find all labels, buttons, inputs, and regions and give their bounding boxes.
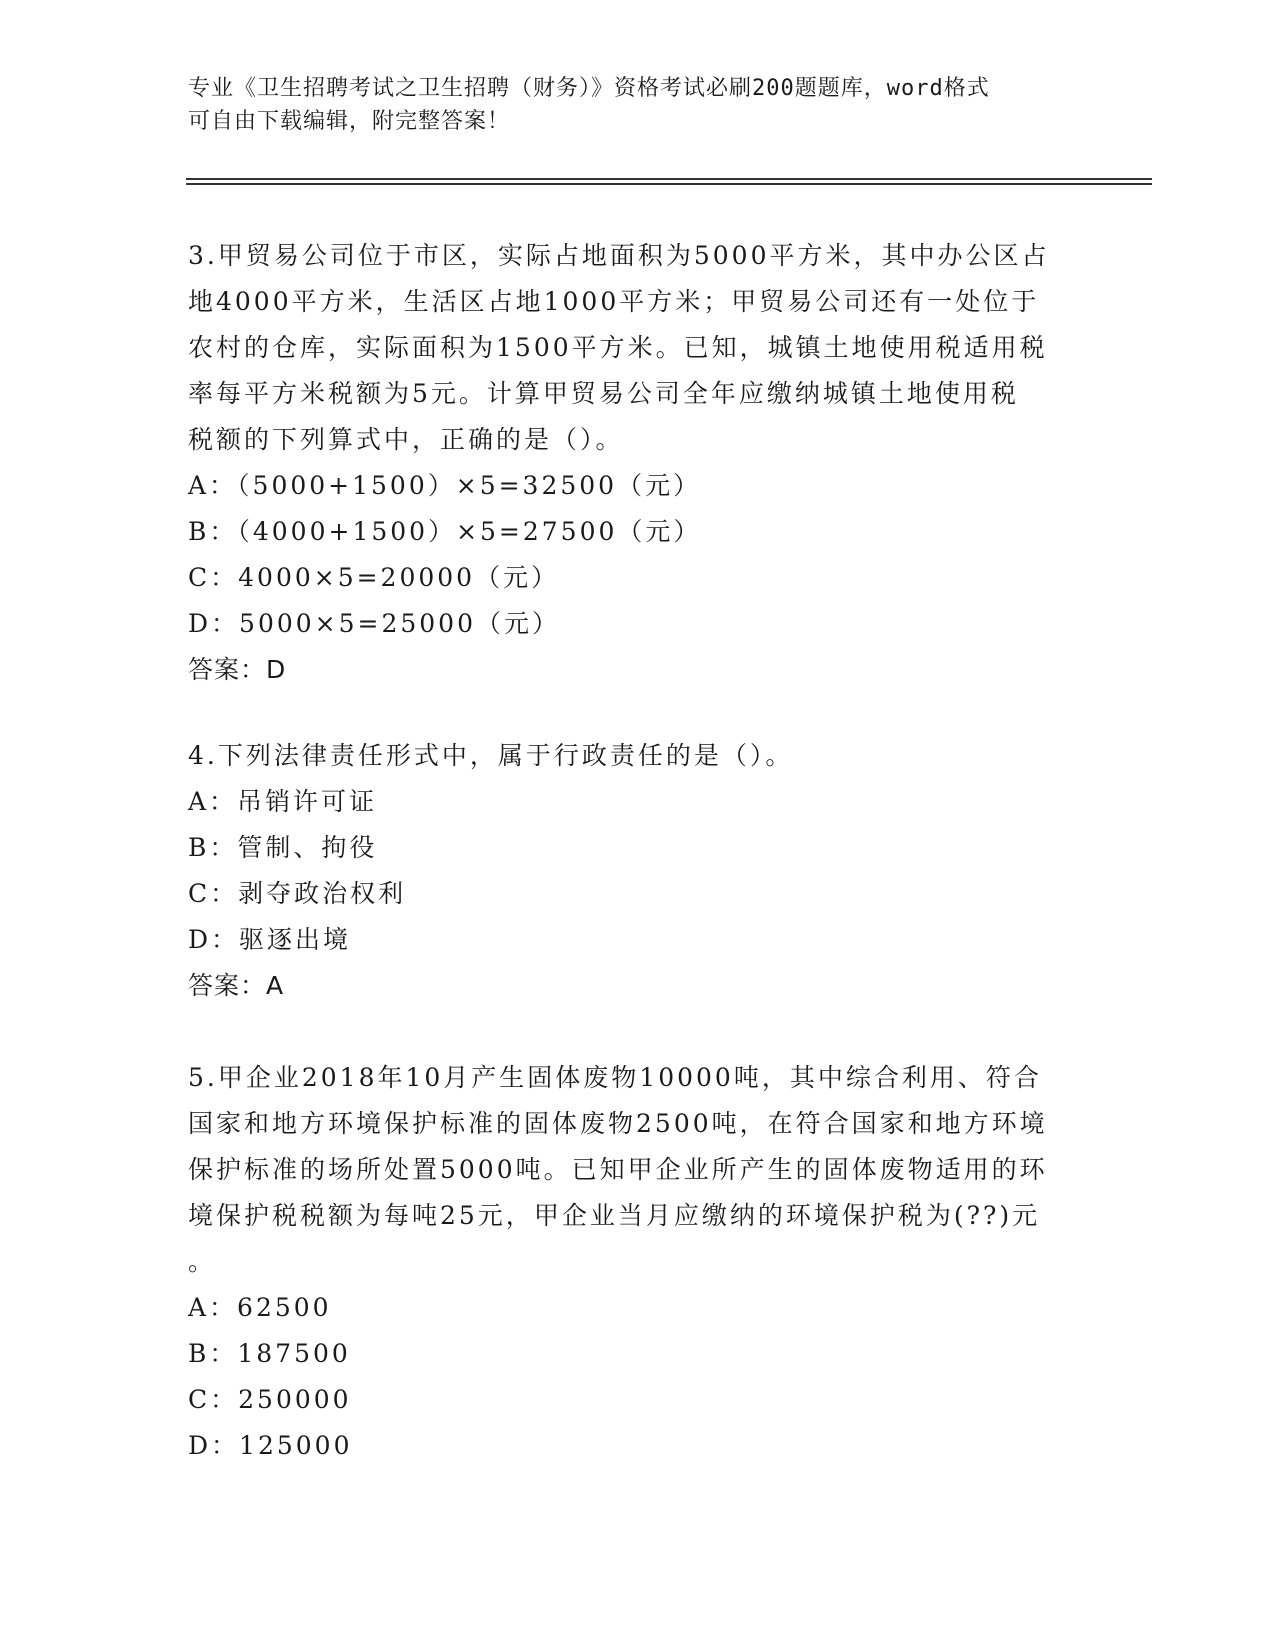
header-line: 可自由下载编辑，附完整答案！: [188, 109, 511, 134]
answer-key: 答案：D: [188, 655, 287, 684]
answer-key: 答案：A: [188, 971, 285, 1000]
question-stem-line: 5.甲企业2018年10月产生固体废物10000吨，其中综合利用、符合: [188, 1063, 1042, 1092]
question-stem-line: 3.甲贸易公司位于市区，实际占地面积为5000平方米，其中办公区占: [188, 241, 1050, 270]
question-stem-line: 保护标准的场所处置5000吨。已知甲企业所产生的固体废物适用的环: [188, 1155, 1048, 1184]
header-divider: [186, 178, 1152, 180]
question-stem-line: 农村的仓库，实际面积为1500平方米。已知，城镇土地使用税适用税: [188, 333, 1048, 362]
question-3: [188, 233, 1049, 693]
option-a: A：（5000+1500）×5=32500（元）: [188, 471, 702, 500]
question-5: [188, 1055, 1048, 1469]
question-stem-line: 。: [188, 1247, 217, 1276]
question-stem-line: 税额的下列算式中，正确的是（）。: [188, 425, 624, 454]
option-a: A：62500: [188, 1293, 332, 1322]
question-stem-line: 地4000平方米，生活区占地1000平方米；甲贸易公司还有一处位于: [188, 287, 1040, 316]
option-c: C：剥夺政治权利: [188, 879, 407, 908]
option-a: A：吊销许可证: [188, 787, 378, 816]
question-stem-line: 率每平方米税额为5元。计算甲贸易公司全年应缴纳城镇土地使用税: [188, 379, 1019, 408]
header-line: 专业《卫生招聘考试之卫生招聘（财务）》资格考试必刷200题题库，word格式: [188, 76, 990, 101]
question-stem-line: 国家和地方环境保护标准的固体废物2500吨，在符合国家和地方环境: [188, 1109, 1048, 1138]
option-c: C：250000: [188, 1385, 352, 1414]
option-b: B：管制、拘役: [188, 833, 378, 862]
option-b: B：（4000+1500）×5=27500（元）: [188, 517, 702, 546]
option-d: D：驱逐出境: [188, 925, 352, 954]
question-stem-line: 境保护税税额为每吨25元，甲企业当月应缴纳的环境保护税为(??)元: [188, 1201, 1041, 1230]
question-4: [188, 733, 793, 1009]
option-b: B：187500: [188, 1339, 351, 1368]
option-d: D：5000×5=25000（元）: [188, 609, 560, 638]
option-d: D：125000: [188, 1431, 353, 1460]
option-c: C：4000×5=20000（元）: [188, 563, 560, 592]
document-header: [188, 72, 1068, 138]
header-divider: [186, 183, 1152, 185]
question-stem-line: 4.下列法律责任形式中，属于行政责任的是（）。: [188, 741, 794, 770]
